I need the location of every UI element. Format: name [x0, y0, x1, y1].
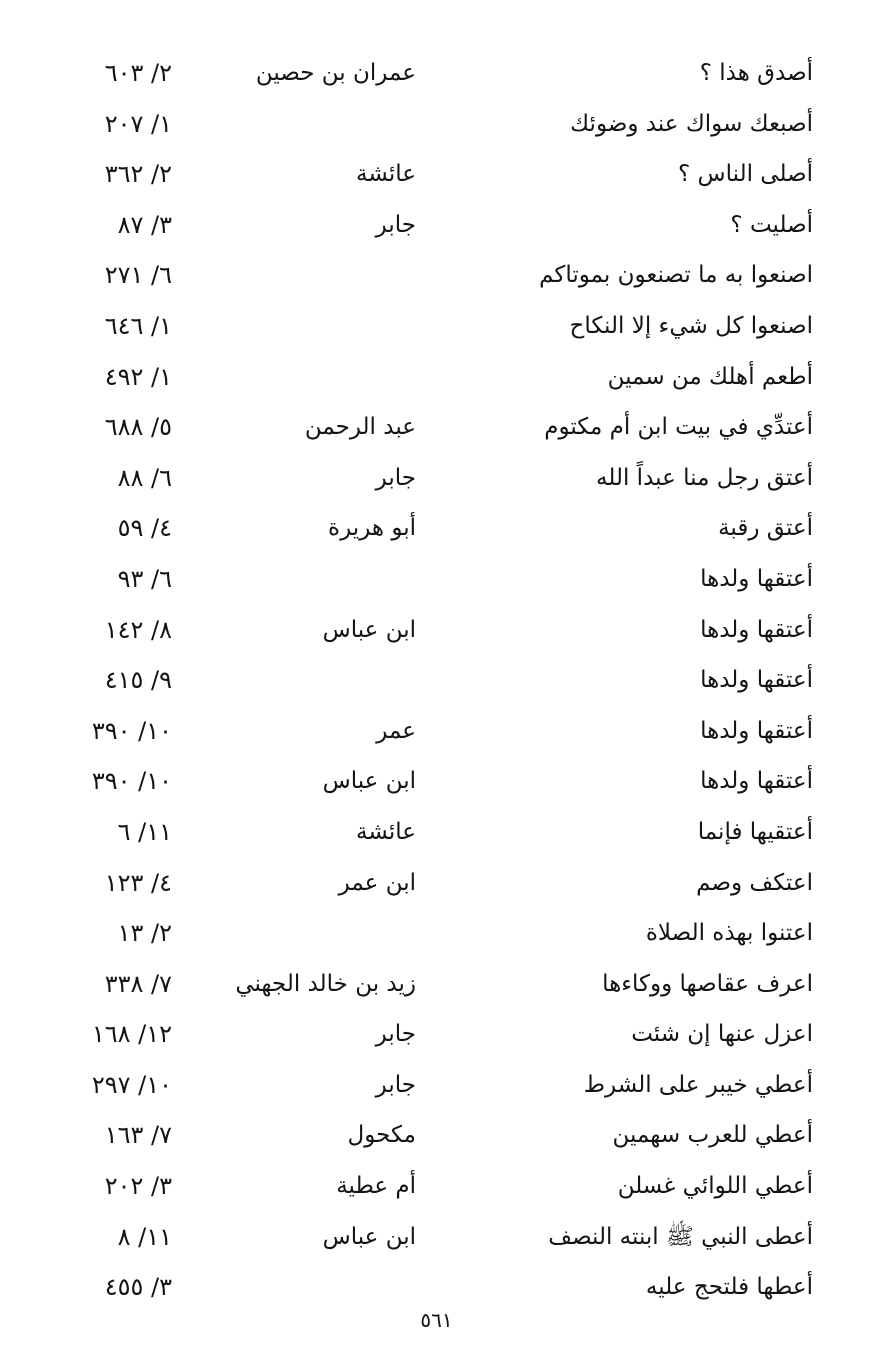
- index-row: [0, 1009, 873, 1060]
- hadith-text: أصبعك سواك عند وضوئك: [570, 110, 813, 137]
- volume-page-reference: ٩/ ٤١٥: [104, 666, 172, 695]
- index-row: [0, 149, 873, 200]
- volume-page-reference: ٦/ ٩٣: [117, 564, 172, 593]
- hadith-text: أعتقيها فإنما: [697, 818, 813, 845]
- hadith-text: أعتق رقبة: [718, 515, 813, 542]
- index-row: [0, 99, 873, 150]
- narrator-name: جابر: [375, 1021, 416, 1048]
- volume-page-reference: ٨/ ١٤٢: [104, 615, 172, 644]
- hadith-text: أعتقها ولدها: [700, 667, 813, 694]
- volume-page-reference: ٦/ ٨٨: [117, 463, 172, 492]
- hadith-text: اعتكف وصم: [696, 869, 813, 896]
- volume-page-reference: ٢/ ١٣: [117, 919, 172, 948]
- narrator-name: جابر: [375, 464, 416, 491]
- narrator-name: مكحول: [347, 1122, 416, 1149]
- index-row: [0, 301, 873, 352]
- hadith-text: اعتنوا بهذه الصلاة: [645, 920, 813, 947]
- narrator-name: أم عطية: [336, 1173, 416, 1200]
- volume-page-reference: ٧/ ٣٣٨: [104, 969, 172, 998]
- narrator-name: ابن عباس: [322, 768, 416, 795]
- hadith-text: أعطى النبي ﷺ ابنته النصف: [548, 1223, 813, 1250]
- volume-page-reference: ١٠/ ٢٩٧: [91, 1070, 172, 1099]
- index-row: [0, 908, 873, 959]
- index-row: [0, 1212, 873, 1263]
- narrator-name: عائشة: [356, 161, 416, 188]
- index-row: [0, 48, 873, 99]
- index-row: [0, 200, 873, 251]
- volume-page-reference: ١١/ ٨: [117, 1222, 172, 1251]
- hadith-text: اعزل عنها إن شئت: [631, 1021, 813, 1048]
- volume-page-reference: ٢/ ٦٠٣: [104, 59, 172, 87]
- index-row: [0, 453, 873, 504]
- narrator-name: ابن عمر: [338, 869, 416, 896]
- narrator-name: عمران بن حصين: [255, 60, 416, 86]
- narrator-name: أبو هريرة: [328, 515, 416, 542]
- index-row: [0, 554, 873, 605]
- hadith-text: أطعم أهلك من سمين: [607, 363, 813, 390]
- hadith-text: أصلى الناس ؟: [678, 161, 813, 188]
- volume-page-reference: ٣/ ٢٠٢: [104, 1172, 172, 1201]
- hadith-text: أصدق هذا ؟: [699, 60, 813, 86]
- narrator-name: جابر: [375, 1071, 416, 1098]
- index-row: [0, 250, 873, 301]
- hadith-text: أعطها فلتحج عليه: [645, 1274, 813, 1301]
- narrator-name: ابن عباس: [322, 1223, 416, 1250]
- narrator-name: عمر: [376, 717, 416, 744]
- volume-page-reference: ٥/ ٦٨٨: [104, 413, 172, 442]
- narrator-name: زيد بن خالد الجهني: [235, 970, 416, 997]
- page-number: ٥٦١: [420, 1308, 453, 1332]
- index-row: [0, 605, 873, 656]
- index-row: [0, 807, 873, 858]
- index-row: [0, 756, 873, 807]
- volume-page-reference: ١/ ٤٩٢: [104, 362, 172, 391]
- hadith-text: أصليت ؟: [730, 211, 813, 238]
- narrator-name: عائشة: [356, 818, 416, 845]
- index-row: [0, 655, 873, 706]
- index-row: [0, 352, 873, 403]
- index-row: [0, 858, 873, 909]
- volume-page-reference: ١٠/ ٣٩٠: [91, 716, 172, 745]
- hadith-text: أعطي اللوائي غسلن: [617, 1173, 813, 1200]
- hadith-text: أعطي خيبر على الشرط: [583, 1071, 813, 1098]
- volume-page-reference: ٧/ ١٦٣: [104, 1121, 172, 1150]
- index-row: [0, 503, 873, 554]
- hadith-text: أعتقها ولدها: [700, 565, 813, 592]
- volume-page-reference: ٦/ ٢٧١: [104, 261, 172, 290]
- index-row: [0, 706, 873, 757]
- volume-page-reference: ١/ ٢٠٧: [104, 109, 172, 138]
- hadith-text: أعتق رجل منا عبداً الله: [596, 464, 813, 491]
- hadith-text: اصنعوا كل شيء إلا النكاح: [569, 312, 813, 339]
- volume-page-reference: ٣/ ٤٥٥: [104, 1273, 172, 1302]
- volume-page-reference: ٤/ ١٢٣: [104, 868, 172, 897]
- hadith-text: أعتقها ولدها: [700, 616, 813, 643]
- index-row: [0, 959, 873, 1010]
- narrator-name: ابن عباس: [322, 616, 416, 643]
- index-row: [0, 1110, 873, 1161]
- volume-page-reference: ٣/ ٨٧: [117, 210, 172, 239]
- narrator-name: عبد الرحمن: [304, 414, 416, 441]
- index-row: [0, 1161, 873, 1212]
- hadith-text: أعتقها ولدها: [700, 768, 813, 795]
- hadith-text: اصنعوا به ما تصنعون بموتاكم: [539, 262, 813, 289]
- volume-page-reference: ١٠/ ٣٩٠: [91, 767, 172, 796]
- hadith-text: اعرف عقاصها ووكاءها: [602, 970, 813, 997]
- volume-page-reference: ٢/ ٣٦٢: [104, 160, 172, 189]
- volume-page-reference: ١/ ٦٤٦: [104, 311, 172, 340]
- index-row: [0, 1060, 873, 1111]
- hadith-index-table: [0, 48, 873, 1313]
- volume-page-reference: ١١/ ٦: [117, 817, 172, 846]
- hadith-text: أعطي للعرب سهمين: [612, 1122, 813, 1149]
- volume-page-reference: ٤/ ٥٩: [117, 514, 172, 543]
- narrator-name: جابر: [375, 211, 416, 238]
- hadith-text: أعتدِّي في بيت ابن أم مكتوم: [544, 414, 813, 441]
- hadith-text: أعتقها ولدها: [700, 717, 813, 744]
- index-row: [0, 402, 873, 453]
- volume-page-reference: ١٢/ ١٦٨: [91, 1020, 172, 1049]
